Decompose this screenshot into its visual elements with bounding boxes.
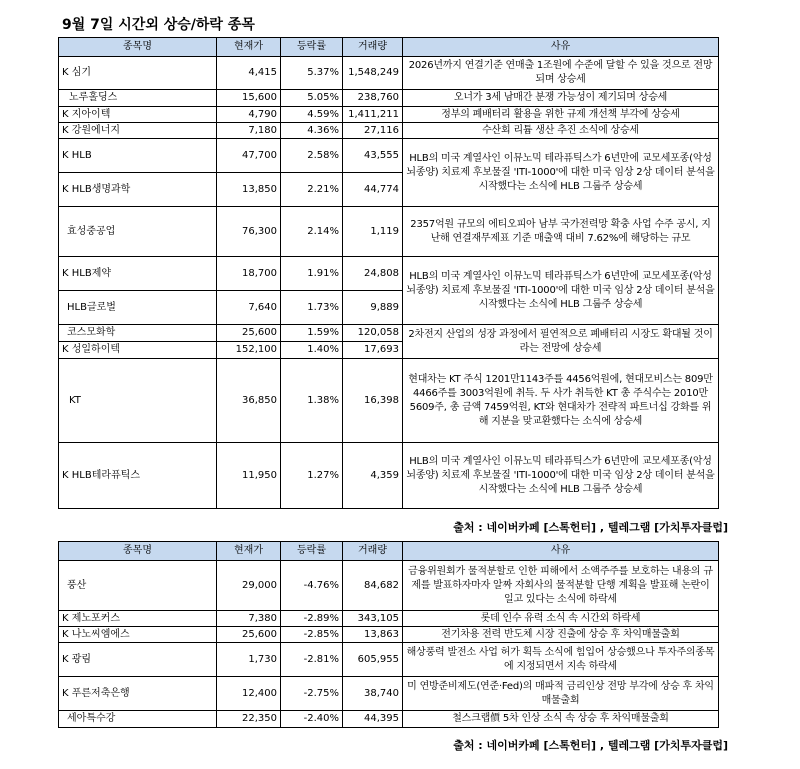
stock-volume: 16,398 bbox=[343, 359, 403, 443]
stock-change: -2.89% bbox=[281, 611, 343, 627]
stock-reason: 수산회 리튬 생산 추진 소식에 상승세 bbox=[403, 123, 719, 139]
table-row bbox=[59, 57, 719, 90]
stock-reason: HLB의 미국 계열사인 이뮤노믹 테라퓨틱스가 6년만에 교모세포종(악성 뇌종양) 치료제 후보물질 'ITI-1000'에 대한 미국 임상 2상 데이터 분석을 시작했다는 소식에 HLB 그룹주 상승세 bbox=[403, 139, 719, 207]
stock-reason: 금융위원회가 물적분할로 인한 피해에서 소액주주를 보호하는 내용의 규제를 발표하자마자 알짜 자회사의 물적분할 단행 계획을 발표해 논란이 일고 있다는 소식에 하락세 bbox=[403, 561, 719, 611]
stock-price: 7,640 bbox=[217, 291, 281, 325]
stock-change: 4.36% bbox=[281, 123, 343, 139]
stock-name: 풍산 bbox=[59, 561, 217, 611]
table-row bbox=[59, 139, 719, 173]
stock-volume: 4,359 bbox=[343, 443, 403, 509]
table-row bbox=[59, 107, 719, 123]
stock-name: K 성일하이텍 bbox=[59, 342, 217, 359]
stock-price: 4,415 bbox=[217, 57, 281, 90]
stock-reason: 2차전지 산업의 성장 과정에서 필연적으로 폐배터리 시장도 확대될 것이라는 전망에 상승세 bbox=[403, 325, 719, 359]
table-row bbox=[59, 123, 719, 139]
stock-reason: 전기차용 전력 반도체 시장 진출에 상승 후 차익매물출회 bbox=[403, 627, 719, 643]
stock-volume: 44,774 bbox=[343, 173, 403, 207]
table-row bbox=[59, 257, 719, 291]
stock-name: K HLB생명과학 bbox=[59, 173, 217, 207]
stock-name: K HLB bbox=[59, 139, 217, 173]
stock-volume: 9,889 bbox=[343, 291, 403, 325]
stock-volume: 38,740 bbox=[343, 677, 403, 711]
header-price: 현재가 bbox=[217, 542, 281, 561]
stock-volume: 27,116 bbox=[343, 123, 403, 139]
rising-stocks-table bbox=[58, 37, 719, 509]
stock-volume: 44,395 bbox=[343, 711, 403, 728]
stock-price: 7,380 bbox=[217, 611, 281, 627]
stock-change: 2.21% bbox=[281, 173, 343, 207]
source-note: 출처 : 네이버카페 [스톡헌터] , 텔레그램 [가치투자클럽] bbox=[453, 521, 728, 534]
source-note: 출처 : 네이버카페 [스톡헌터] , 텔레그램 [가치투자클럽] bbox=[453, 739, 728, 752]
stock-name: K 심기 bbox=[59, 57, 217, 90]
stock-change: 1.38% bbox=[281, 359, 343, 443]
stock-change: 5.05% bbox=[281, 90, 343, 107]
stock-name: 효성중공업 bbox=[59, 207, 217, 257]
stock-reason: 해상풍력 발전소 사업 허가 획득 소식에 힘입어 상승했으나 투자주의종목에 지정되면서 지속 하락세 bbox=[403, 643, 719, 677]
stock-price: 4,790 bbox=[217, 107, 281, 123]
stock-price: 29,000 bbox=[217, 561, 281, 611]
falling-stocks-table bbox=[58, 541, 719, 728]
stock-price: 15,600 bbox=[217, 90, 281, 107]
stock-price: 13,850 bbox=[217, 173, 281, 207]
stock-price: 7,180 bbox=[217, 123, 281, 139]
stock-volume: 17,693 bbox=[343, 342, 403, 359]
table-row bbox=[59, 677, 719, 711]
table-row bbox=[59, 325, 719, 342]
stock-volume: 13,863 bbox=[343, 627, 403, 643]
table-header-row bbox=[59, 38, 719, 57]
stock-change: 1.27% bbox=[281, 443, 343, 509]
stock-name: K 광림 bbox=[59, 643, 217, 677]
table-row bbox=[59, 627, 719, 643]
stock-name: K 강원에너지 bbox=[59, 123, 217, 139]
stock-change: -4.76% bbox=[281, 561, 343, 611]
stock-price: 152,100 bbox=[217, 342, 281, 359]
stock-name: K HLB테라퓨틱스 bbox=[59, 443, 217, 509]
stock-change: -2.40% bbox=[281, 711, 343, 728]
header-volume: 거래량 bbox=[343, 542, 403, 561]
stock-change: 2.58% bbox=[281, 139, 343, 173]
stock-volume: 238,760 bbox=[343, 90, 403, 107]
stock-name: 노루홀딩스 bbox=[59, 90, 217, 107]
stock-price: 12,400 bbox=[217, 677, 281, 711]
stock-volume: 43,555 bbox=[343, 139, 403, 173]
stock-price: 1,730 bbox=[217, 643, 281, 677]
stock-change: -2.85% bbox=[281, 627, 343, 643]
stock-reason: HLB의 미국 계열사인 이뮤노믹 테라퓨틱스가 6년만에 교모세포종(악성 뇌종양) 치료제 후보물질 'ITI-1000'에 대한 미국 임상 2상 데이터 분석을 시작했다는 소식에 HLB 그룹주 상승세 bbox=[403, 443, 719, 509]
stock-volume: 1,548,249 bbox=[343, 57, 403, 90]
table-row bbox=[59, 207, 719, 257]
stock-volume: 1,411,211 bbox=[343, 107, 403, 123]
stock-reason: 2026년까지 연결기준 연매출 1조원에 수준에 달할 수 있을 것으로 전망되며 상승세 bbox=[403, 57, 719, 90]
header-price: 현재가 bbox=[217, 38, 281, 57]
stock-change: 1.40% bbox=[281, 342, 343, 359]
stock-price: 18,700 bbox=[217, 257, 281, 291]
stock-name: K 나노씨엠에스 bbox=[59, 627, 217, 643]
page-title: 9월 7일 시간외 상승/하락 종목 bbox=[62, 17, 255, 33]
header-change: 등락률 bbox=[281, 38, 343, 57]
stock-change: -2.75% bbox=[281, 677, 343, 711]
table-row bbox=[59, 443, 719, 509]
table-row bbox=[59, 711, 719, 728]
stock-price: 76,300 bbox=[217, 207, 281, 257]
stock-reason: 롯데 인수 유력 소식 속 시간외 하락세 bbox=[403, 611, 719, 627]
stock-name: 세아특수강 bbox=[59, 711, 217, 728]
stock-volume: 24,808 bbox=[343, 257, 403, 291]
stock-change: 1.59% bbox=[281, 325, 343, 342]
table-header-row bbox=[59, 542, 719, 561]
stock-reason: 현대차는 KT 주식 1201만1143주를 4456억원에, 현대모비스는 809만4466주를 3003억원에 취득. 두 사가 취득한 KT 총 주식수는 2010만5609주, 총 금액 7459억원, KT와 현대차가 전략적 파트너십 강화를 위해 지분을 맞교환했다는 소식에 상승세 bbox=[403, 359, 719, 443]
stock-reason: 미 연방준비제도(연준·Fed)의 매파적 금리인상 전망 부각에 상승 후 차익매물출회 bbox=[403, 677, 719, 711]
stock-price: 22,350 bbox=[217, 711, 281, 728]
stock-price: 47,700 bbox=[217, 139, 281, 173]
stock-name: K 푸른저축은행 bbox=[59, 677, 217, 711]
header-reason: 사유 bbox=[403, 542, 719, 561]
stock-price: 36,850 bbox=[217, 359, 281, 443]
stock-volume: 343,105 bbox=[343, 611, 403, 627]
stock-reason: 철스크랩價 5차 인상 소식 속 상승 후 차익매물출회 bbox=[403, 711, 719, 728]
table-row bbox=[59, 359, 719, 443]
stock-change: 1.73% bbox=[281, 291, 343, 325]
stock-name: K 제노포커스 bbox=[59, 611, 217, 627]
stock-volume: 84,682 bbox=[343, 561, 403, 611]
stock-reason: 2357억원 규모의 에티오피아 남부 국가전력망 확충 사업 수주 공시, 지난해 연결재무제표 기준 매출액 대비 7.62%에 해당하는 규모 bbox=[403, 207, 719, 257]
stock-reason: HLB의 미국 계열사인 이뮤노믹 테라퓨틱스가 6년만에 교모세포종(악성 뇌종양) 치료제 후보물질 'ITI-1000'에 대한 미국 임상 2상 데이터 분석을 시작했다는 소식에 HLB 그룹주 상승세 bbox=[403, 257, 719, 325]
table-row bbox=[59, 561, 719, 611]
stock-change: 1.91% bbox=[281, 257, 343, 291]
stock-change: 2.14% bbox=[281, 207, 343, 257]
stock-name: K HLB제약 bbox=[59, 257, 217, 291]
stock-change: 4.59% bbox=[281, 107, 343, 123]
stock-price: 25,600 bbox=[217, 325, 281, 342]
stock-name: K 지아이텍 bbox=[59, 107, 217, 123]
table-row bbox=[59, 90, 719, 107]
stock-volume: 1,119 bbox=[343, 207, 403, 257]
table-row bbox=[59, 611, 719, 627]
stock-reason: 정부의 폐배터리 활용을 위한 규제 개선책 부각에 상승세 bbox=[403, 107, 719, 123]
header-name: 종목명 bbox=[59, 542, 217, 561]
stock-price: 25,600 bbox=[217, 627, 281, 643]
header-volume: 거래량 bbox=[343, 38, 403, 57]
stock-name: HLB글로벌 bbox=[59, 291, 217, 325]
header-reason: 사유 bbox=[403, 38, 719, 57]
stock-change: -2.81% bbox=[281, 643, 343, 677]
stock-name: 코스모화학 bbox=[59, 325, 217, 342]
stock-name: KT bbox=[59, 359, 217, 443]
stock-reason: 오너가 3세 남매간 분쟁 가능성이 제기되며 상승세 bbox=[403, 90, 719, 107]
table-row bbox=[59, 643, 719, 677]
stock-change: 5.37% bbox=[281, 57, 343, 90]
header-name: 종목명 bbox=[59, 38, 217, 57]
header-change: 등락률 bbox=[281, 542, 343, 561]
stock-volume: 120,058 bbox=[343, 325, 403, 342]
stock-price: 11,950 bbox=[217, 443, 281, 509]
stock-volume: 605,955 bbox=[343, 643, 403, 677]
